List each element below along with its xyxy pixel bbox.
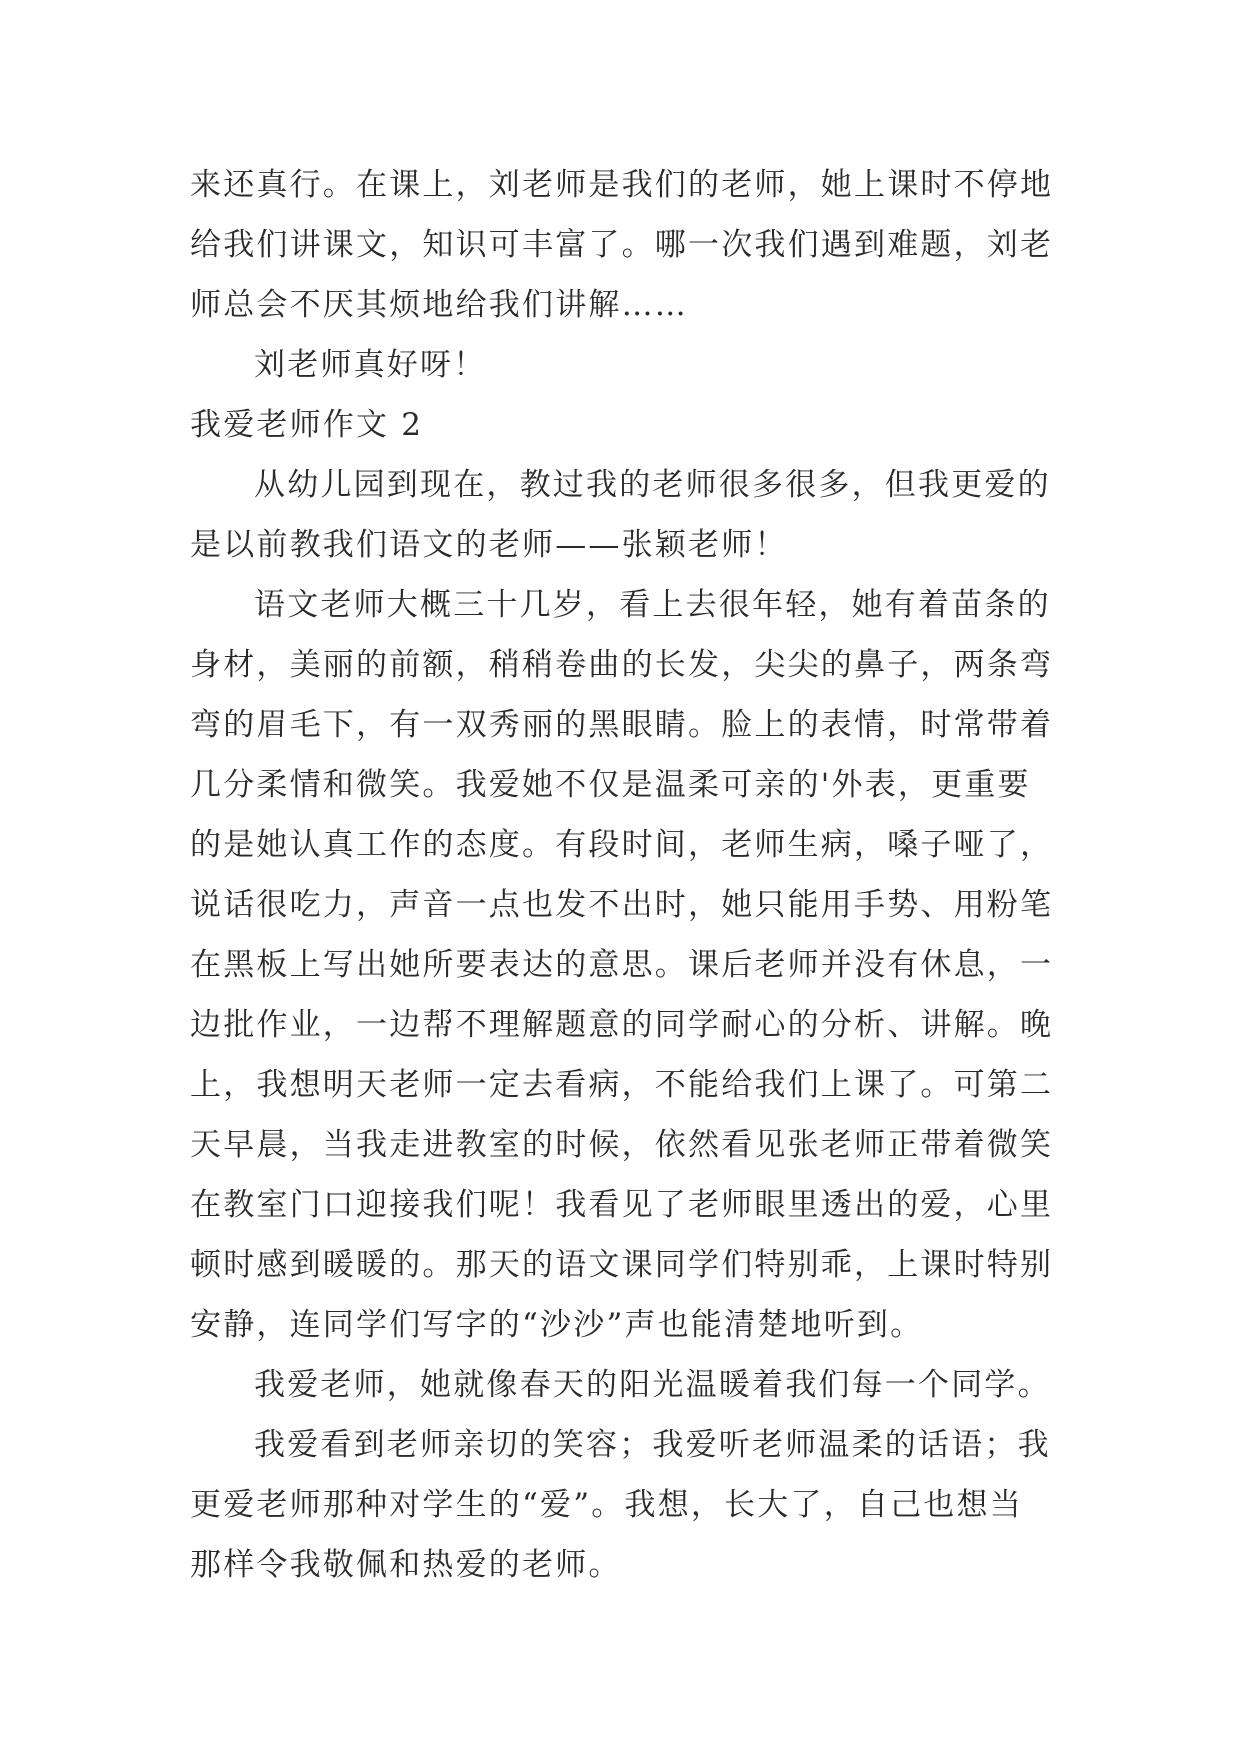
- text-line: 安静，连同学们写字的“沙沙”声也能清楚地听到。: [190, 1307, 924, 1343]
- text-line: 我爱老师，她就像春天的阳光温暖着我们每一个同学。: [254, 1367, 1051, 1403]
- text-line: 几分柔情和微笑。我爱她不仅是温柔可亲的'外表，更重要: [190, 767, 1031, 803]
- text-line: 在教室门口迎接我们呢！我看见了老师眼里透出的爱，心里: [190, 1187, 1054, 1223]
- document-body: [190, 155, 1054, 1595]
- text-line: 师总会不厌其烦地给我们讲解……: [190, 287, 688, 323]
- text-line: 弯的眉毛下，有一双秀丽的黑眼睛。脸上的表情，时常带着: [190, 707, 1054, 743]
- text-line: 刘老师真好呀！: [254, 347, 487, 383]
- text-line: 那样令我敬佩和热爱的老师。: [190, 1547, 622, 1583]
- text-line: 的是她认真工作的态度。有段时间，老师生病，嗓子哑了，: [190, 827, 1054, 863]
- text-line: 来还真行。在课上，刘老师是我们的老师，她上课时不停地: [190, 167, 1054, 203]
- text-line: 上，我想明天老师一定去看病，不能给我们上课了。可第二: [190, 1067, 1054, 1103]
- text-line: 身材，美丽的前额，稍稍卷曲的长发，尖尖的鼻子，两条弯: [190, 647, 1054, 683]
- text-line: 顿时感到暖暖的。那天的语文课同学们特别乖，上课时特别: [190, 1247, 1054, 1283]
- text-line: 语文老师大概三十几岁，看上去很年轻，她有着苗条的: [254, 587, 1051, 623]
- text-line: 边批作业，一边帮不理解题意的同学耐心的分析、讲解。晚: [190, 1007, 1054, 1043]
- text-line: 从幼儿园到现在，教过我的老师很多很多，但我更爱的: [254, 467, 1051, 503]
- text-line: 是以前教我们语文的老师——张颖老师！: [190, 527, 788, 563]
- text-line: 给我们讲课文，知识可丰富了。哪一次我们遇到难题，刘老: [190, 227, 1054, 263]
- text-line: 我爱看到老师亲切的笑容；我爱听老师温柔的话语；我: [254, 1427, 1051, 1463]
- text-line: 说话很吃力，声音一点也发不出时，她只能用手势、用粉笔: [190, 887, 1054, 923]
- section-heading: 我爱老师作文 2: [190, 407, 424, 443]
- text-line: 在黑板上写出她所要表达的意思。课后老师并没有休息，一: [190, 947, 1054, 983]
- text-line: 更爱老师那种对学生的“爱”。我想，长大了，自己也想当: [190, 1487, 1023, 1523]
- text-line: 天早晨，当我走进教室的时候，依然看见张老师正带着微笑: [190, 1127, 1054, 1163]
